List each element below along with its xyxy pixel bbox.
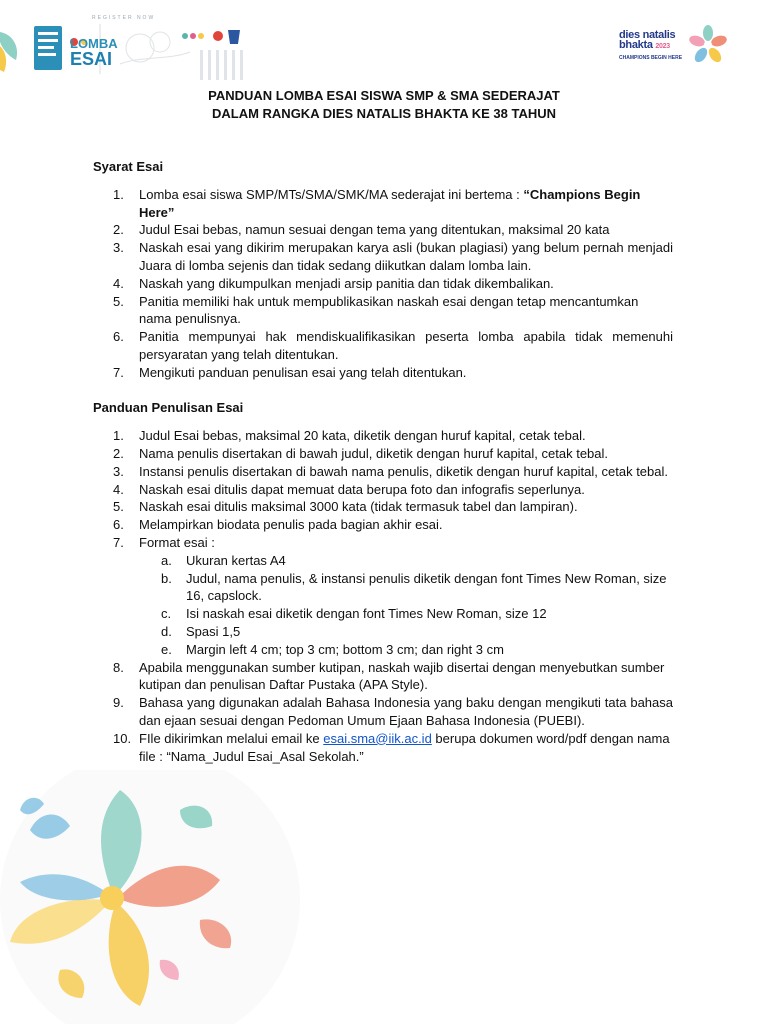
sub-list-item: c. Isi naskah esai diketik dengan font Times New Roman, size 12 bbox=[161, 606, 547, 622]
sub-list-item: d. Spasi 1,5 bbox=[161, 623, 241, 639]
list-item: 1. Lomba esai siswa SMP/MTs/SMA/SMK/MA sederajat ini bertema : “Champions Begin Here” bbox=[113, 186, 641, 220]
list-item: 6. Panitia mempunyai hak mendiskualifikasikan peserta lomba apabila tidak memenuhi persyaratan yang telah ditentukan. bbox=[113, 329, 673, 362]
sub-list-item-text: Spasi 1,5 bbox=[186, 623, 241, 639]
list-item-text: Melampirkan biodata penulis pada bagian akhir esai. bbox=[139, 517, 443, 533]
list-item: 1. Judul Esai bebas, maksimal 20 kata, diketik dengan huruf kapital, cetak tebal. bbox=[113, 428, 586, 444]
lomba-text: LOMBA bbox=[70, 36, 118, 51]
list-item-text: Naskah esai yang dikirim merupakan karya asli (bukan plagiasi) yang belum pernah menjadi Juara di lomba sejenis dan tidak sedang diikutkan dalam lomba lain. bbox=[139, 240, 673, 273]
esai-text: ESAI bbox=[70, 49, 113, 69]
sub-list-item-text: Margin left 4 cm; top 3 cm; bottom 3 cm; dan right 3 cm bbox=[186, 641, 504, 657]
bhakta-word: bhakta bbox=[619, 39, 653, 51]
list-item: 6. Melampirkan biodata penulis pada bagian akhir esai. bbox=[113, 517, 443, 533]
list-item-text: FIle dikirimkan melalui email ke bbox=[139, 730, 324, 746]
sub-list-item-text: Isi naskah esai diketik dengan font Times New Roman, size 12 bbox=[186, 606, 547, 622]
syarat-esai-list bbox=[93, 186, 673, 382]
list-item-text: Bahasa yang digunakan adalah Bahasa Indonesia yang baku dengan mengikuti tata bahasa dan ejaan sesuai dengan Pedoman Umum Ejaan Bahasa Indonesia (PUEBI). bbox=[139, 695, 673, 728]
list-item: 4. Naskah yang dikumpulkan menjadi arsip panitia dan tidak dikembalikan. bbox=[113, 275, 554, 291]
list-item-text: Judul Esai bebas, namun sesuai dengan tema yang ditentukan, maksimal 20 kata bbox=[139, 222, 610, 238]
list-item-text: Format esai : bbox=[139, 534, 215, 550]
document-title-line-2: DALAM RANGKA DIES NATALIS BHAKTA KE 38 TAHUN bbox=[211, 106, 556, 121]
list-item-text: Naskah esai ditulis maksimal 3000 kata (tidak termasuk tabel dan lampiran). bbox=[139, 499, 578, 515]
lomba-esai-logo bbox=[0, 12, 250, 82]
list-item: 4. Naskah esai ditulis dapat memuat data berupa foto dan infografis seperlunya. bbox=[113, 481, 585, 497]
list-item-text: Panitia memiliki hak untuk mempublikasikan naskah esai dengan tetap mencantumkan nama penulisnya. bbox=[139, 293, 639, 327]
format-esai-list bbox=[139, 552, 673, 659]
list-item: 3. Naskah esai yang dikirim merupakan karya asli (bukan plagiasi) yang belum pernah menjadi Juara di lomba sejenis dan tidak sedang diikutkan dalam lomba lain. bbox=[113, 240, 673, 273]
list-item-text: berupa dokumen word/pdf dengan nama file : “Nama_Judul Esai_Asal Sekolah.” bbox=[139, 730, 670, 764]
list-item-text: Nama penulis disertakan di bawah judul, diketik dengan huruf kapital, cetak tebal. bbox=[139, 445, 609, 461]
theme-text: “Champions Begin Here” bbox=[139, 186, 641, 220]
list-item: 7. Format esai : a. Ukuran kertas A4 b. Judul, nama penulis, & instansi penulis diketik dengan font Times New Roman, size 16, capslock. c. Isi naskah esai diketik dengan font Times New Roman, size 12 d. Spasi 1,5 e. Margin left 4 cm; top 3 cm; bottom 3 cm; dan right 3 cm bbox=[93, 534, 673, 659]
sub-list-item-text: Ukuran kertas A4 bbox=[186, 552, 286, 568]
bhakta-line bbox=[619, 40, 682, 52]
register-now-text: REGISTER NOW bbox=[92, 15, 156, 21]
document-title-line-1: PANDUAN LOMBA ESAI SISWA SMP & SMA SEDERAJAT bbox=[208, 88, 560, 103]
dies-natalis-line: dies natalis bbox=[619, 29, 676, 41]
decorative-flower-icon bbox=[0, 770, 300, 1024]
list-item: 9. Bahasa yang digunakan adalah Bahasa Indonesia yang baku dengan mengikuti tata bahasa dan ejaan sesuai dengan Pedoman Umum Ejaan Bahasa Indonesia (PUEBI). bbox=[113, 695, 673, 728]
list-item-text: Naskah yang dikumpulkan menjadi arsip panitia dan tidak dikembalikan. bbox=[139, 275, 554, 291]
tagline-text: CHAMPIONS BEGIN HERE bbox=[619, 55, 683, 61]
email-link[interactable]: esai.sma@iik.ac.id bbox=[323, 730, 432, 746]
list-item: 2. Judul Esai bebas, namun sesuai dengan tema yang ditentukan, maksimal 20 kata bbox=[113, 222, 610, 238]
list-item-text: Panitia mempunyai hak mendiskualifikasikan peserta lomba apabila tidak memenuhi persyaratan yang telah ditentukan. bbox=[139, 329, 673, 362]
list-item: 10. FIle dikirimkan melalui email ke esai.sma@iik.ac.id berupa dokumen word/pdf dengan nama file : “Nama_Judul Esai_Asal Sekolah.” bbox=[113, 730, 670, 764]
panduan-penulisan-heading: Panduan Penulisan Esai bbox=[93, 400, 244, 416]
list-item: 8. Apabila menggunakan sumber kutipan, naskah wajib disertai dengan menyebutkan sumber kutipan dan penulisan Daftar Pustaka (APA Style). bbox=[113, 659, 665, 693]
list-item-text: Instansi penulis disertakan di bawah nama penulis, diketik dengan huruf kapital, cetak tebal. bbox=[139, 463, 668, 479]
list-item-text: Judul Esai bebas, maksimal 20 kata, diketik dengan huruf kapital, cetak tebal. bbox=[139, 428, 586, 444]
list-item-text: Lomba esai siswa SMP/MTs/SMA/SMK/MA sederajat ini bertema : bbox=[139, 186, 524, 202]
sub-list-item: a. Ukuran kertas A4 bbox=[161, 552, 286, 568]
list-item: 5. Panitia memiliki hak untuk mempublikasikan naskah esai dengan tetap mencantumkan nama penulisnya. bbox=[113, 293, 639, 327]
list-item-text: Naskah esai ditulis dapat memuat data berupa foto dan infografis seperlunya. bbox=[139, 481, 585, 497]
document-body bbox=[93, 158, 673, 765]
sub-list-item-text: Judul, nama penulis, & instansi penulis diketik dengan font Times New Roman, size 16, capslock. bbox=[186, 570, 667, 604]
sub-list-item: e. Margin left 4 cm; top 3 cm; bottom 3 cm; dan right 3 cm bbox=[161, 641, 504, 657]
year-text: 2023 bbox=[655, 43, 670, 50]
list-item: 2. Nama penulis disertakan di bawah judul, diketik dengan huruf kapital, cetak tebal. bbox=[113, 445, 609, 461]
sub-list-item: b. Judul, nama penulis, & instansi penulis diketik dengan font Times New Roman, size 16, capslock. bbox=[161, 570, 667, 604]
list-item-text: Apabila menggunakan sumber kutipan, naskah wajib disertai dengan menyebutkan sumber kutipan dan penulisan Daftar Pustaka (APA Style). bbox=[139, 659, 665, 693]
panduan-penulisan-list bbox=[93, 427, 673, 765]
list-item: 7. Mengikuti panduan penulisan esai yang telah ditentukan. bbox=[113, 364, 467, 380]
list-item-text: Mengikuti panduan penulisan esai yang telah ditentukan. bbox=[139, 364, 467, 380]
dies-natalis-text bbox=[619, 30, 682, 63]
list-item: 5. Naskah esai ditulis maksimal 3000 kata (tidak termasuk tabel dan lampiran). bbox=[113, 499, 578, 515]
lomba-esai-logo-graphic bbox=[0, 12, 250, 82]
syarat-esai-heading: Syarat Esai bbox=[93, 159, 164, 174]
list-item: 3. Instansi penulis disertakan di bawah nama penulis, diketik dengan huruf kapital, cetak tebal. bbox=[113, 463, 668, 479]
